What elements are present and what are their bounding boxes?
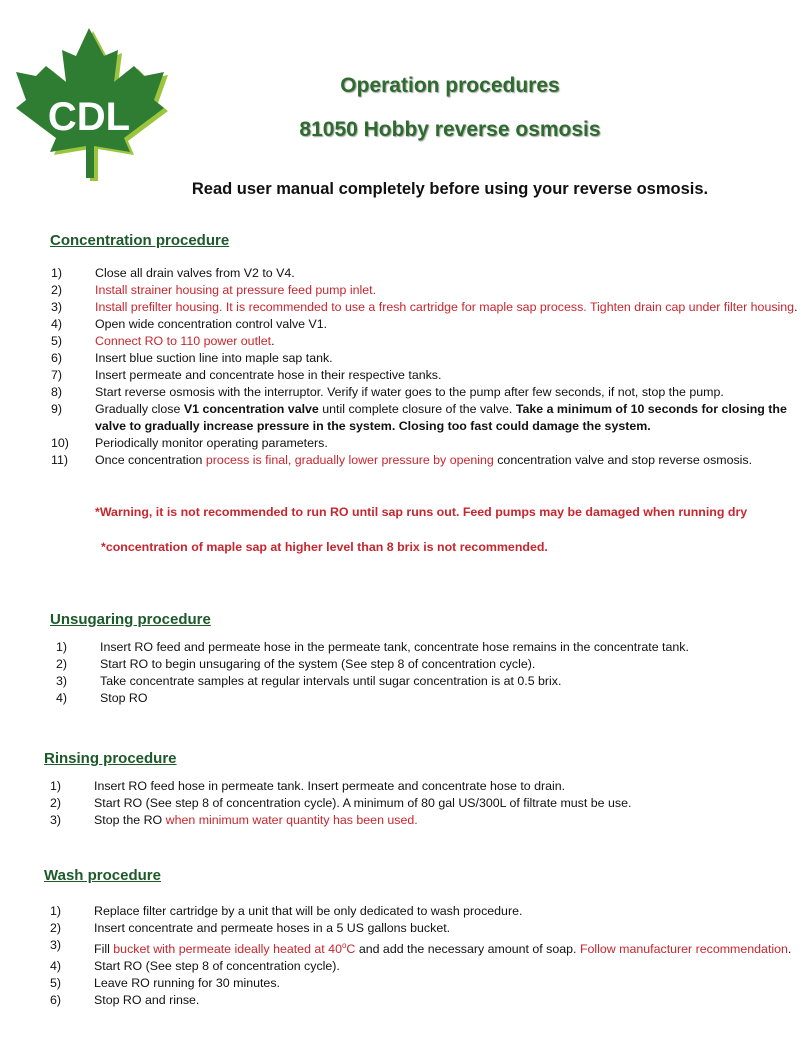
list-item: 3) Install prefilter housing. It is recommended to use a fresh cartridge for maple sap process. Tighten drain cap under filter housing. xyxy=(51,300,798,314)
logo-text: CDL xyxy=(47,95,131,139)
list-item: 4) Open wide concentration control valve V1. xyxy=(51,317,328,331)
warning-brix-level: *concentration of maple sap at higher level than 8 brix is not recommended. xyxy=(101,540,548,554)
page-title: Operation procedures xyxy=(340,74,560,97)
list-item: 9) Gradually close V1 concentration valve until complete closure of the valve. Take a minimum of 10 seconds for closing the valve to gradually increase pressure in the system. Closing too fast could damage the system. xyxy=(51,402,787,433)
list-item: 11) Once concentration process is final, gradually lower pressure by opening concentration valve and stop reverse osmosis. xyxy=(51,453,753,467)
unsugaring-steps xyxy=(56,639,796,707)
cdl-logo xyxy=(14,26,168,186)
concentration-steps xyxy=(51,265,799,469)
list-item: 1) Insert RO feed and permeate hose in the permeate tank, concentrate hose remains in the concentrate tank. xyxy=(56,640,689,654)
concentration-heading: Concentration procedure xyxy=(50,232,230,249)
list-item: 2) Start RO to begin unsugaring of the system (See step 8 of concentration cycle). xyxy=(56,657,536,671)
list-item: 5) Connect RO to 110 power outlet. xyxy=(51,334,275,348)
list-item: 3) Take concentrate samples at regular intervals until sugar concentration is at 0.5 brix. xyxy=(56,674,562,688)
list-item: 6) Insert blue suction line into maple sap tank. xyxy=(51,351,333,365)
list-item: 3) Fill bucket with permeate ideally heated at 40$^o$C and add the necessary amount of soap. Follow manufacturer recommendation. xyxy=(50,938,792,957)
list-item: 2) Start RO (See step 8 of concentration cycle). A minimum of 80 gal US/300L of filtrate must be use. xyxy=(50,796,632,810)
wash-steps xyxy=(50,903,798,1009)
warning-dry-run: *Warning, it is not recommended to run RO until sap runs out. Feed pumps may be damaged when running dry xyxy=(95,505,748,519)
list-item: 3) Stop the RO when minimum water quantity has been used. xyxy=(50,813,418,827)
list-item: 4) Start RO (See step 8 of concentration cycle). xyxy=(50,959,340,974)
list-item: 4) Stop RO xyxy=(56,691,148,705)
rinsing-steps xyxy=(50,778,798,829)
list-item: 7) Insert permeate and concentrate hose in their respective tanks. xyxy=(51,368,442,382)
list-item: 6) Stop RO and rinse. xyxy=(50,993,200,1008)
wash-heading: Wash procedure xyxy=(44,867,161,884)
list-item: 5) Leave RO running for 30 minutes. xyxy=(50,976,280,991)
rinsing-heading: Rinsing procedure xyxy=(44,750,177,767)
list-item: 2) Install strainer housing at pressure feed pump inlet. xyxy=(51,283,377,297)
maple-leaf-icon xyxy=(14,26,168,186)
list-item: 1) Close all drain valves from V2 to V4. xyxy=(51,266,295,280)
list-item: 2) Insert concentrate and permeate hoses in a 5 US gallons bucket. xyxy=(50,921,451,935)
unsugaring-heading: Unsugaring procedure xyxy=(50,611,211,628)
read-manual-notice: Read user manual completely before using your reverse osmosis. xyxy=(191,180,709,198)
list-item: 8) Start reverse osmosis with the interruptor. Verify if water goes to the pump after few seconds, if not, stop the pump. xyxy=(51,385,724,399)
list-item: 1) Replace filter cartridge by a unit that will be only dedicated to wash procedure. xyxy=(50,904,523,918)
page-subtitle: 81050 Hobby reverse osmosis xyxy=(299,118,601,141)
list-item: 10) Periodically monitor operating parameters. xyxy=(51,436,328,450)
list-item: 1) Insert RO feed hose in permeate tank. Insert permeate and concentrate hose to drain. xyxy=(50,779,566,793)
